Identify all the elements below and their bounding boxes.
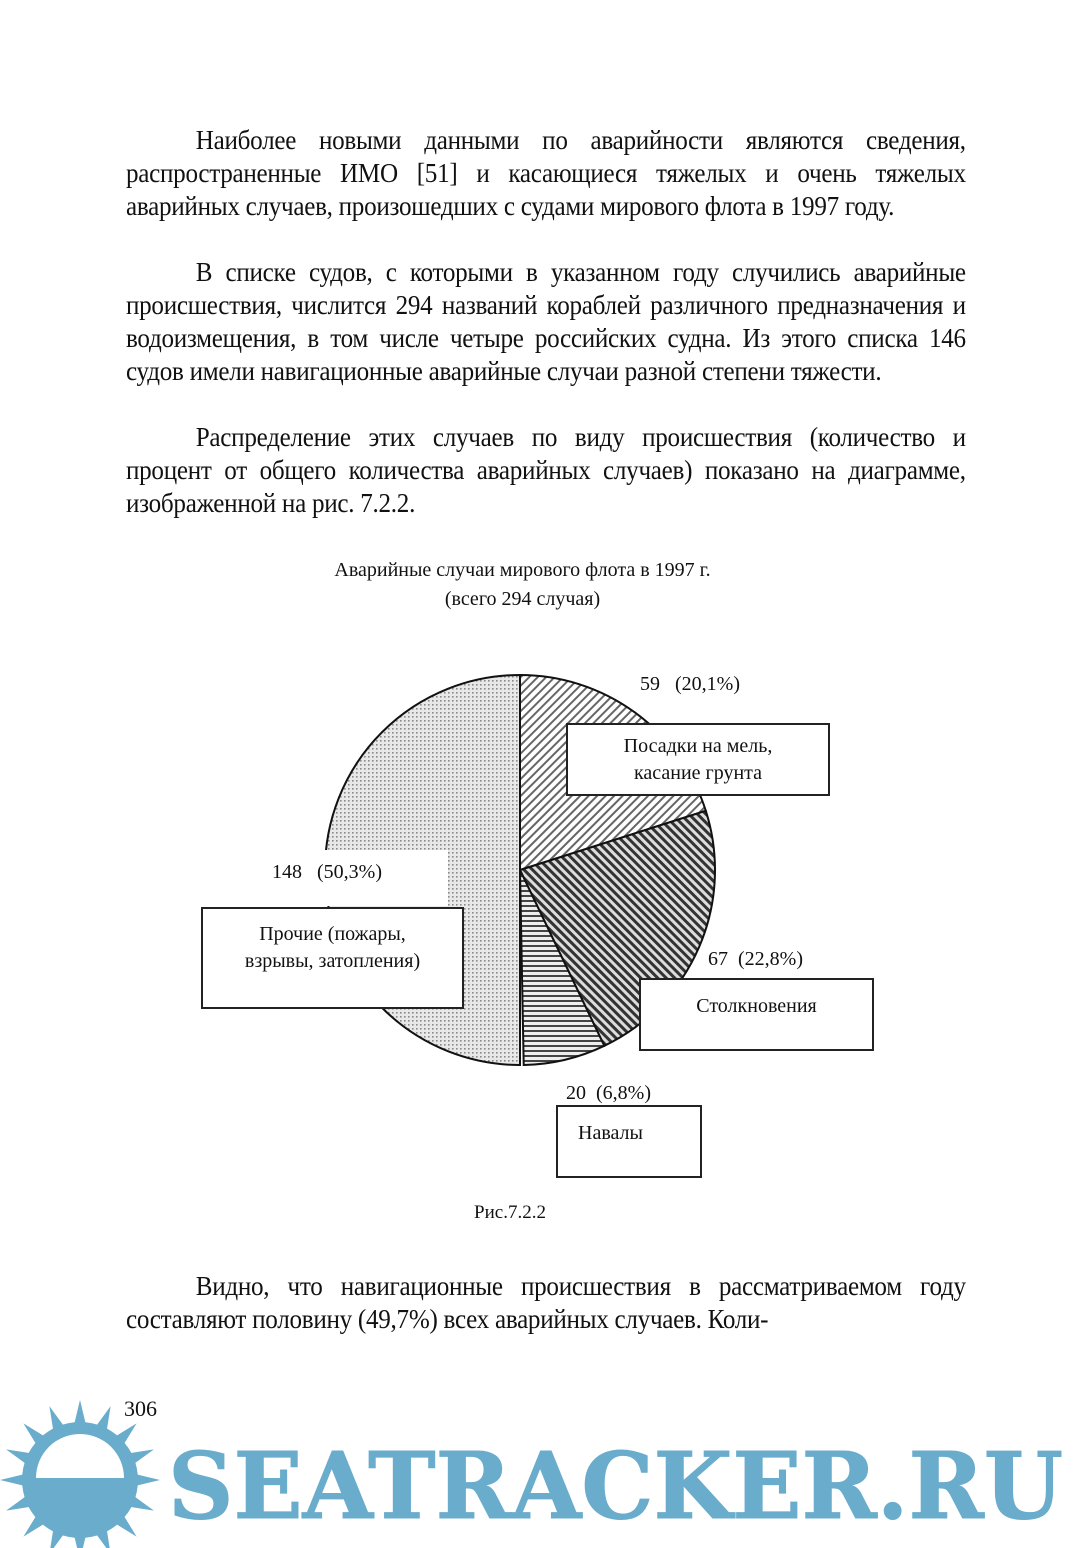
label-line: Посадки на мель, bbox=[623, 735, 773, 757]
paragraph-text: Видно, что навигационные происшествия в рассматриваемом году составляют половину (49,7%) всех аварийных случаев. Коли- bbox=[126, 1271, 966, 1334]
collision-value-label: 67 (22,8%) bbox=[708, 948, 803, 970]
other-label-box bbox=[201, 907, 464, 1009]
paragraph-text: Наиболее новыми данными по аварийности являются сведения, распространенные ИМО [51] и касающиеся тяжелых и очень тяжелых аварийных случаев, произошедших с судами мирового флота в 1997 году. bbox=[126, 125, 966, 221]
chart-title-line2: (всего 294 случая) bbox=[444, 588, 601, 610]
label-line: Навалы bbox=[578, 1122, 643, 1144]
seatracker-logo bbox=[0, 1380, 1080, 1548]
contact-label-box bbox=[556, 1105, 702, 1178]
label-line: касание грунта bbox=[633, 762, 763, 784]
page-number: 306 bbox=[124, 1396, 157, 1421]
label-line: Столкновения bbox=[696, 995, 817, 1017]
chart-title-line1: Аварийные случаи мирового флота в 1997 г. bbox=[334, 559, 711, 581]
paragraph-text: В списке судов, с которыми в указанном году случились аварийные происшествия, числится 294 названий кораблей различного предназначения и водоизмещения, в том числе четыре российских судна. Из этого списка 146 судов имели навигационные аварийные случаи разной степени тяжести. bbox=[126, 257, 966, 386]
paragraph-text: Распределение этих случаев по виду происшествия (количество и процент от общего количества аварийных случаев) показано на диаграмме, изображенной на рис. 7.2.2. bbox=[126, 422, 966, 518]
grounding-label-box bbox=[566, 723, 830, 796]
watermark-text: SEATRACKER.RU bbox=[168, 1432, 1063, 1540]
paragraph-4 bbox=[126, 1270, 966, 1336]
figure-caption: Рис.7.2.2 bbox=[474, 1202, 546, 1223]
grounding-value-label: 59 (20,1%) bbox=[640, 673, 740, 695]
sun-icon bbox=[0, 1400, 160, 1548]
label-line: Прочие (пожары, bbox=[259, 923, 406, 945]
label-line: взрывы, затопления) bbox=[244, 950, 421, 972]
other-value-label: 148 (50,3%) bbox=[272, 861, 382, 883]
collision-label-box bbox=[639, 978, 874, 1051]
contact-value-label: 20 (6,8%) bbox=[566, 1082, 651, 1104]
